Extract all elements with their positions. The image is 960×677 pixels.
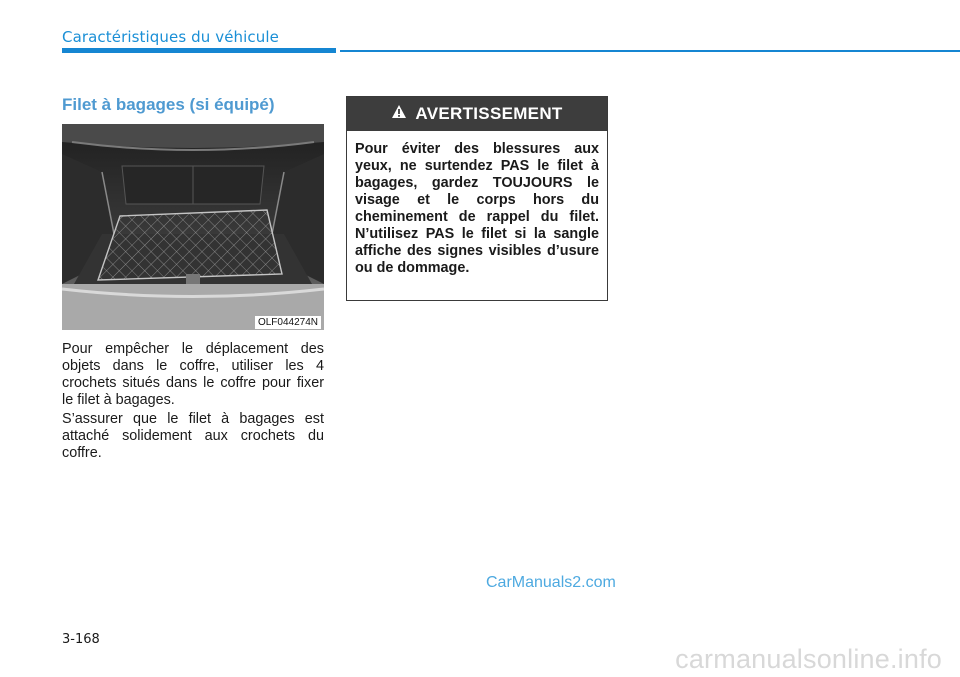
header-rule-thick: [62, 48, 336, 53]
photo-code: OLF044274N: [255, 316, 321, 329]
warning-triangle-icon: [391, 104, 407, 124]
paragraph-1: Pour empêcher le déplacement des objets dans le coffre, utiliser les 4 crochets situés dans le coffre pour fixer le filet à bagages.: [62, 341, 324, 408]
subheading: Filet à bagages (si équipé): [62, 95, 275, 114]
warning-title: AVERTISSEMENT: [415, 104, 563, 123]
footer-site[interactable]: carmanualsonline.info: [675, 644, 942, 674]
warning-header: [347, 97, 607, 131]
trunk-net-illustration: [62, 124, 324, 330]
section-header: Caractéristiques du véhicule: [62, 28, 279, 46]
warning-box: [346, 96, 608, 301]
paragraph-2: S’assurer que le filet à bagages est attaché solidement aux crochets du coffre.: [62, 411, 324, 461]
trunk-photo: [62, 124, 324, 330]
header-rule-thin: [340, 50, 960, 52]
watermark[interactable]: CarManuals2.com: [486, 574, 616, 591]
page-number: 3-168: [62, 632, 100, 647]
warning-body: Pour éviter des blessures aux yeux, ne surtendez PAS le filet à bagages, gardez TOUJOURS le visage et le corps hors du cheminement de rappel du filet. N’utilisez PAS le filet si la sangle affiche des signes visibles d’usure ou de dommage.: [355, 141, 599, 276]
